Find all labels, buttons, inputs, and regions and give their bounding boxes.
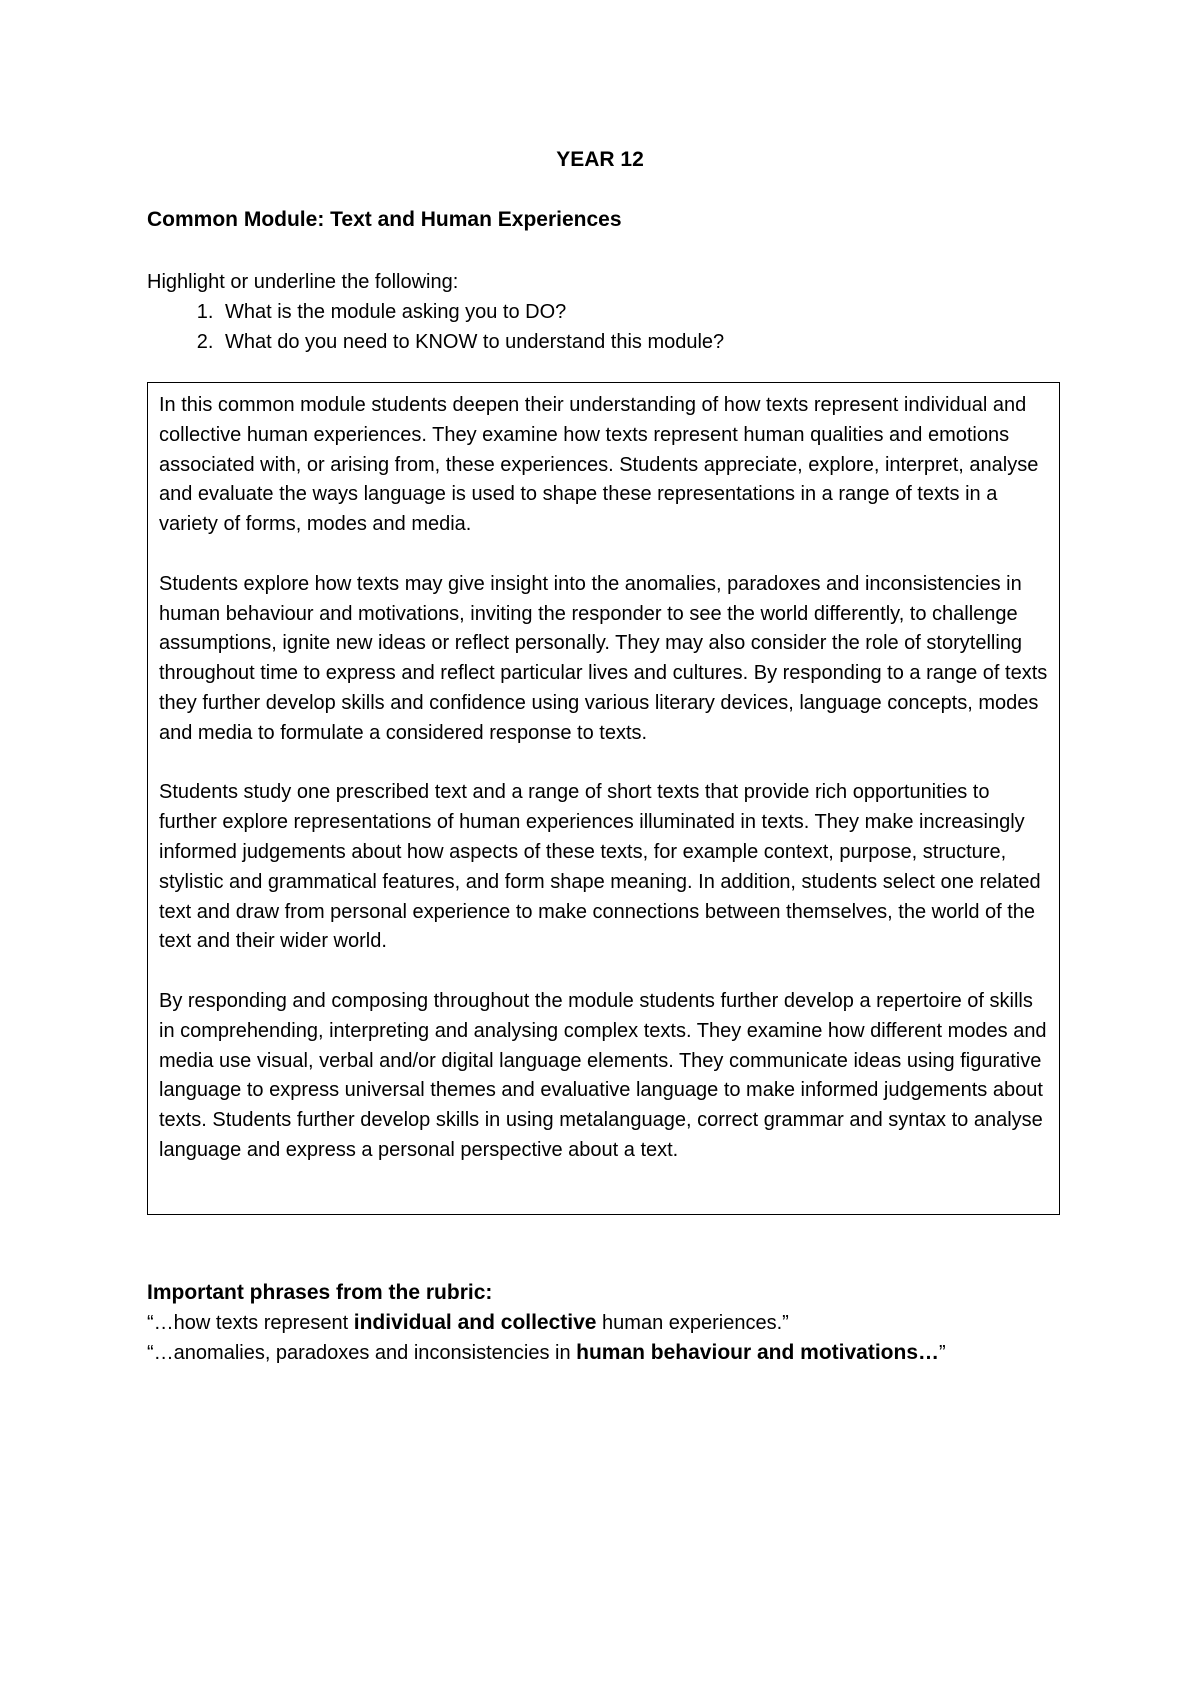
module-title: Common Module: Text and Human Experiences xyxy=(147,208,622,231)
instructions-list xyxy=(147,297,1047,357)
rubric-section xyxy=(147,1278,1107,1368)
year-heading: YEAR 12 xyxy=(556,148,644,171)
quote-text: “…how texts represent xyxy=(147,1312,354,1334)
module-paragraph: By responding and composing throughout the module students further develop a repertoire of skills in comprehending, interpreting and analysing complex texts. They examine how different modes and media use visual, verbal and/or digital language elements. They communicate ideas using figurative language to express universal themes and evaluative language to make informed judgements about texts. Students further develop skills in using metalanguage, correct grammar and syntax to analyse language and express a personal perspective about a text. xyxy=(159,989,1047,1161)
quote-text: “…anomalies, paradoxes and inconsistencies in xyxy=(147,1342,577,1364)
rubric-quote xyxy=(147,1308,1107,1338)
instruction-item: 1. What is the module asking you to DO? xyxy=(219,297,1047,327)
quote-emphasis: individual and collective xyxy=(353,1311,597,1334)
rubric-heading xyxy=(147,1278,1107,1308)
quote-text: human experiences.” xyxy=(596,1312,789,1334)
quote-text: ” xyxy=(939,1342,946,1364)
quote-emphasis: human behaviour and motivations… xyxy=(576,1341,940,1364)
module-paragraph: Students study one prescribed text and a range of short texts that provide rich opportunities to further explore representations of human experiences illuminated in texts. They make increasingly informed judgements about how aspects of these texts, for example context, purpose, structure, stylistic and grammatical features, and form shape meaning. In addition, students select one related text and draw from personal experience to make connections between themselves, the world of the text and their wider world. xyxy=(159,781,1041,953)
instructions-intro: Highlight or underline the following: xyxy=(147,271,459,293)
instructions-section xyxy=(147,267,1047,357)
rubric-quote xyxy=(147,1338,1107,1368)
module-paragraph: Students explore how texts may give insight into the anomalies, paradoxes and inconsistencies in human behaviour and motivations, inviting the responder to see the world differently, to challenge assumptions, ignite new ideas or reflect personally. They may also consider the role of storytelling throughout time to express and reflect particular lives and cultures. By responding to a range of texts they further develop skills and confidence using various literary devices, language concepts, modes and media to formulate a considered response to texts. xyxy=(159,572,1048,744)
instruction-item: 2. What do you need to KNOW to understand this module? xyxy=(219,327,1047,357)
rubric-heading-text: Important phrases from the rubric xyxy=(147,1281,486,1304)
module-description-box xyxy=(147,382,1060,1215)
rubric-heading-colon: : xyxy=(485,1281,493,1304)
module-paragraph: In this common module students deepen their understanding of how texts represent individual and collective human experiences. They examine how texts represent human qualities and emotions associated with, or arising from, these experiences. Students appreciate, explore, interpret, analyse and evaluate the ways language is used to shape these representations in a range of texts in a variety of forms, modes and media. xyxy=(159,394,1039,536)
